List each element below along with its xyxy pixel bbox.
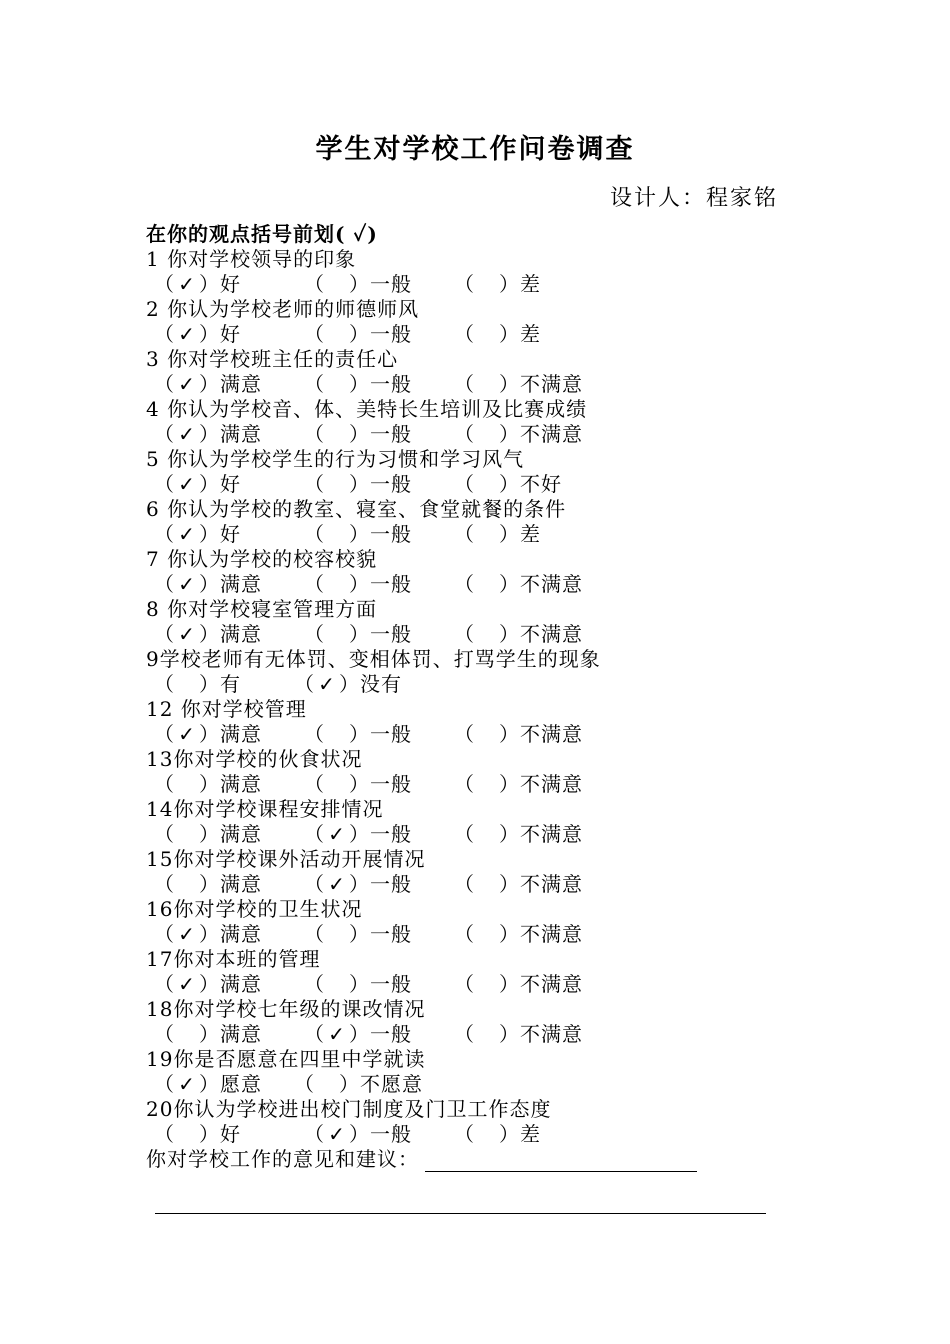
checkbox-open-paren: （ (454, 322, 475, 346)
checkbox-close-paren: ） (199, 1122, 220, 1146)
option-label: 不满意 (520, 1022, 583, 1046)
checkbox-open-paren: （ (154, 822, 175, 846)
answer-option[interactable] (304, 472, 412, 497)
checkbox-open-paren: （ (304, 622, 325, 646)
checkbox-open-paren: （ (304, 472, 325, 496)
option-label: 好 (220, 1122, 241, 1146)
checkbox-close-paren: ） (349, 272, 370, 296)
checkbox-open-paren: （ (454, 822, 475, 846)
answer-option[interactable] (454, 372, 583, 397)
answer-option[interactable] (304, 322, 412, 347)
answer-option[interactable] (304, 372, 412, 397)
checkbox-close-paren: ） (199, 772, 220, 796)
option-label: 好 (220, 322, 241, 346)
checkmark-icon[interactable]: ✓ (178, 422, 196, 446)
answer-option[interactable] (454, 272, 541, 297)
answer-options (146, 372, 806, 397)
option-label: 不满意 (520, 622, 583, 646)
answer-option[interactable] (154, 622, 262, 647)
option-label: 满意 (220, 572, 262, 596)
checkbox-open-paren: （ (154, 622, 175, 646)
checkbox-open-paren: （ (454, 622, 475, 646)
answer-options (146, 1122, 806, 1147)
checkbox-open-paren: （ (304, 872, 325, 896)
checkbox-close-paren: ） (349, 372, 370, 396)
option-label: 不好 (520, 472, 562, 496)
option-label: 差 (520, 522, 541, 546)
checkbox-close-paren: ） (349, 872, 370, 896)
checkbox-close-paren: ） (499, 1122, 520, 1146)
checkbox-close-paren: ） (499, 1022, 520, 1046)
answer-option[interactable] (154, 572, 262, 597)
option-label: 一般 (370, 822, 412, 846)
answer-option[interactable] (304, 722, 412, 747)
checkbox-close-paren: ） (199, 372, 220, 396)
answer-option[interactable] (454, 1122, 541, 1147)
checkbox-open-paren: （ (454, 1022, 475, 1046)
option-label: 一般 (370, 622, 412, 646)
checkbox-close-paren: ） (499, 322, 520, 346)
question-text: 5 你认为学校学生的行为习惯和学习风气 (146, 447, 525, 471)
checkbox-close-paren: ） (199, 822, 220, 846)
checkbox-open-paren: （ (454, 1122, 475, 1146)
checkbox-close-paren: ） (199, 422, 220, 446)
option-label: 不满意 (520, 772, 583, 796)
checkbox-close-paren: ） (199, 1022, 220, 1046)
checkbox-open-paren: （ (294, 1072, 315, 1096)
checkbox-close-paren: ） (499, 872, 520, 896)
answer-option[interactable] (454, 1022, 583, 1047)
checkbox-close-paren: ） (499, 622, 520, 646)
answer-option[interactable] (304, 872, 412, 897)
question-text: 20你认为学校进出校门制度及门卫工作态度 (146, 1097, 552, 1121)
checkbox-open-paren: （ (454, 272, 475, 296)
checkbox-open-paren: （ (304, 522, 325, 546)
checkmark-icon[interactable]: ✓ (178, 272, 196, 296)
option-label: 一般 (370, 272, 412, 296)
checkbox-open-paren: （ (154, 1022, 175, 1046)
option-label: 一般 (370, 422, 412, 446)
checkmark-icon[interactable]: ✓ (178, 1072, 196, 1096)
checkmark-icon[interactable]: ✓ (328, 1122, 346, 1146)
answer-options (146, 1072, 806, 1097)
checkmark-icon[interactable]: ✓ (178, 972, 196, 996)
answer-options (146, 622, 806, 647)
option-label: 好 (220, 272, 241, 296)
answer-options (146, 572, 806, 597)
answer-option[interactable] (454, 522, 541, 547)
checkbox-close-paren: ） (349, 572, 370, 596)
answer-option[interactable] (454, 722, 583, 747)
answer-option[interactable] (294, 672, 402, 697)
checkbox-close-paren: ） (499, 372, 520, 396)
answer-options (146, 322, 806, 347)
answer-options (146, 1022, 806, 1047)
checkbox-close-paren: ） (199, 872, 220, 896)
answer-option[interactable] (154, 1022, 262, 1047)
question-text: 1 你对学校领导的印象 (146, 247, 357, 271)
option-label: 愿意 (220, 1072, 262, 1096)
option-label: 一般 (370, 922, 412, 946)
checkbox-open-paren: （ (454, 772, 475, 796)
question-text: 7 你认为学校的校容校貌 (146, 547, 378, 571)
question-text: 6 你认为学校的教室、寝室、食堂就餐的条件 (146, 497, 567, 521)
option-label: 好 (220, 472, 241, 496)
checkbox-close-paren: ） (199, 272, 220, 296)
answer-option[interactable] (154, 672, 241, 697)
answer-option[interactable] (304, 922, 412, 947)
answer-option[interactable] (304, 422, 412, 447)
checkmark-icon[interactable]: ✓ (178, 572, 196, 596)
checkbox-close-paren: ） (349, 922, 370, 946)
question-text: 17你对本班的管理 (146, 947, 321, 971)
checkbox-open-paren: （ (154, 422, 175, 446)
option-label: 一般 (370, 1022, 412, 1046)
checkbox-close-paren: ） (349, 772, 370, 796)
answer-option[interactable] (454, 772, 583, 797)
answer-option[interactable] (154, 922, 262, 947)
checkbox-close-paren: ） (349, 322, 370, 346)
answer-option[interactable] (154, 1122, 241, 1147)
answer-options (146, 722, 806, 747)
designer-credit: 设计人：程家铭 (609, 186, 778, 211)
answer-option[interactable] (304, 272, 412, 297)
checkmark-icon[interactable]: ✓ (178, 722, 196, 746)
option-label: 一般 (370, 972, 412, 996)
checkbox-close-paren: ） (199, 1072, 220, 1096)
checkbox-close-paren: ） (349, 472, 370, 496)
question-text: 3 你对学校班主任的责任心 (146, 347, 399, 371)
answer-option[interactable] (304, 572, 412, 597)
answer-option[interactable] (154, 372, 262, 397)
checkbox-open-paren: （ (154, 522, 175, 546)
checkbox-open-paren: （ (154, 922, 175, 946)
checkmark-icon[interactable]: ✓ (328, 1022, 346, 1046)
checkbox-close-paren: ） (499, 722, 520, 746)
checkbox-open-paren: （ (454, 972, 475, 996)
checkbox-close-paren: ） (499, 922, 520, 946)
checkbox-open-paren: （ (304, 372, 325, 396)
question-text: 13你对学校的伙食状况 (146, 747, 363, 771)
answer-options (146, 772, 806, 797)
answer-option[interactable] (454, 422, 583, 447)
question-text: 12 你对学校管理 (146, 697, 307, 721)
checkbox-open-paren: （ (154, 872, 175, 896)
answer-options (146, 972, 806, 997)
checkbox-open-paren: （ (454, 372, 475, 396)
option-label: 不满意 (520, 572, 583, 596)
checkbox-open-paren: （ (304, 572, 325, 596)
question-text: 19你是否愿意在四里中学就读 (146, 1047, 426, 1071)
checkbox-close-paren: ） (199, 572, 220, 596)
option-label: 好 (220, 522, 241, 546)
answer-option[interactable] (454, 872, 583, 897)
checkbox-close-paren: ） (349, 722, 370, 746)
option-label: 满意 (220, 622, 262, 646)
option-label: 没有 (360, 672, 402, 696)
option-label: 满意 (220, 972, 262, 996)
checkmark-icon[interactable]: ✓ (178, 922, 196, 946)
option-label: 一般 (370, 1122, 412, 1146)
checkbox-open-paren: （ (154, 322, 175, 346)
checkbox-close-paren: ） (499, 572, 520, 596)
option-label: 一般 (370, 772, 412, 796)
checkbox-open-paren: （ (454, 872, 475, 896)
checkmark-icon[interactable]: ✓ (178, 522, 196, 546)
answer-options (146, 272, 806, 297)
checkbox-open-paren: （ (154, 1122, 175, 1146)
answer-option[interactable] (304, 822, 412, 847)
checkbox-open-paren: （ (304, 822, 325, 846)
option-label: 一般 (370, 572, 412, 596)
option-label: 一般 (370, 472, 412, 496)
answer-option[interactable] (154, 1072, 262, 1097)
answer-option[interactable] (454, 922, 583, 947)
checkmark-icon[interactable]: ✓ (328, 872, 346, 896)
option-label: 满意 (220, 422, 262, 446)
checkbox-open-paren: （ (304, 1022, 325, 1046)
answer-option[interactable] (154, 322, 241, 347)
checkbox-open-paren: （ (154, 472, 175, 496)
option-label: 满意 (220, 372, 262, 396)
survey-body (146, 222, 806, 1172)
survey-title: 学生对学校工作问卷调查 (315, 134, 635, 165)
checkmark-icon[interactable]: ✓ (178, 372, 196, 396)
checkbox-close-paren: ） (339, 672, 360, 696)
option-label: 不满意 (520, 872, 583, 896)
answer-options (146, 822, 806, 847)
checkbox-open-paren: （ (154, 1072, 175, 1096)
option-label: 一般 (370, 722, 412, 746)
checkbox-close-paren: ） (499, 422, 520, 446)
option-label: 不满意 (520, 372, 583, 396)
suggestion-row (146, 1147, 806, 1172)
option-label: 一般 (370, 872, 412, 896)
checkbox-open-paren: （ (154, 672, 175, 696)
checkbox-close-paren: ） (199, 922, 220, 946)
question-text: 15你对学校课外活动开展情况 (146, 847, 426, 871)
option-label: 差 (520, 272, 541, 296)
answer-option[interactable] (304, 522, 412, 547)
question-text: 16你对学校的卫生状况 (146, 897, 363, 921)
answer-option[interactable] (304, 1022, 412, 1047)
checkbox-open-paren: （ (304, 722, 325, 746)
checkbox-open-paren: （ (454, 522, 475, 546)
question-text: 14你对学校课程安排情况 (146, 797, 384, 821)
answer-options (146, 472, 806, 497)
question-text: 8 你对学校寝室管理方面 (146, 597, 378, 621)
checkbox-open-paren: （ (154, 572, 175, 596)
checkbox-open-paren: （ (454, 722, 475, 746)
checkbox-open-paren: （ (154, 772, 175, 796)
answer-option[interactable] (304, 772, 412, 797)
option-label: 满意 (220, 822, 262, 846)
checkmark-icon[interactable]: ✓ (178, 322, 196, 346)
checkbox-close-paren: ） (199, 522, 220, 546)
suggestion-label: 你对学校工作的意见和建议： (146, 1147, 419, 1171)
checkbox-open-paren: （ (304, 1122, 325, 1146)
answer-option[interactable] (154, 272, 241, 297)
checkmark-icon[interactable]: ✓ (318, 672, 336, 696)
checkbox-close-paren: ） (199, 722, 220, 746)
checkbox-open-paren: （ (454, 422, 475, 446)
checkbox-open-paren: （ (454, 472, 475, 496)
option-label: 一般 (370, 322, 412, 346)
option-label: 不满意 (520, 972, 583, 996)
answer-option[interactable] (454, 822, 583, 847)
answer-option[interactable] (454, 572, 583, 597)
answer-options (146, 422, 806, 447)
question-text: 2 你认为学校老师的师德师风 (146, 297, 420, 321)
checkbox-open-paren: （ (454, 922, 475, 946)
answer-option[interactable] (154, 422, 262, 447)
checkbox-open-paren: （ (154, 372, 175, 396)
answer-option[interactable] (454, 472, 562, 497)
answer-option[interactable] (154, 972, 262, 997)
answer-option[interactable] (454, 322, 541, 347)
answer-option[interactable] (154, 722, 262, 747)
checkbox-open-paren: （ (304, 422, 325, 446)
option-label: 有 (220, 672, 241, 696)
option-label: 一般 (370, 522, 412, 546)
option-label: 一般 (370, 372, 412, 396)
option-label: 满意 (220, 922, 262, 946)
suggestion-input-line[interactable] (425, 1151, 697, 1172)
checkbox-open-paren: （ (154, 722, 175, 746)
checkbox-close-paren: ） (499, 822, 520, 846)
option-label: 不满意 (520, 822, 583, 846)
question-text: 4 你认为学校音、体、美特长生培训及比赛成绩 (146, 397, 588, 421)
answer-option[interactable] (154, 472, 241, 497)
answer-options (146, 672, 806, 697)
question-list (146, 247, 806, 1147)
option-label: 不满意 (520, 722, 583, 746)
instruction-text: 在你的观点括号前划( ✓) (146, 222, 378, 246)
checkbox-open-paren: （ (154, 272, 175, 296)
checkbox-close-paren: ） (349, 1022, 370, 1046)
question-text: 9学校老师有无体罚、变相体罚、打骂学生的现象 (146, 647, 601, 671)
checkbox-close-paren: ） (499, 972, 520, 996)
answer-option[interactable] (304, 1122, 412, 1147)
checkbox-open-paren: （ (154, 972, 175, 996)
checkbox-close-paren: ） (349, 422, 370, 446)
checkbox-open-paren: （ (454, 572, 475, 596)
option-label: 满意 (220, 872, 262, 896)
answer-option[interactable] (304, 972, 412, 997)
answer-option[interactable] (454, 622, 583, 647)
checkbox-close-paren: ） (499, 522, 520, 546)
checkbox-close-paren: ） (499, 472, 520, 496)
option-label: 差 (520, 1122, 541, 1146)
checkbox-open-paren: （ (304, 272, 325, 296)
option-label: 差 (520, 322, 541, 346)
checkbox-close-paren: ） (199, 472, 220, 496)
suggestion-extra-line[interactable] (155, 1213, 766, 1214)
option-label: 不满意 (520, 922, 583, 946)
checkbox-close-paren: ） (199, 622, 220, 646)
checkbox-close-paren: ） (339, 1072, 360, 1096)
option-label: 满意 (220, 1022, 262, 1046)
answer-options (146, 922, 806, 947)
checkbox-close-paren: ） (499, 272, 520, 296)
checkbox-close-paren: ） (199, 672, 220, 696)
checkbox-close-paren: ） (349, 622, 370, 646)
answer-option[interactable] (154, 522, 241, 547)
answer-option[interactable] (294, 1072, 423, 1097)
checkbox-open-paren: （ (294, 672, 315, 696)
checkbox-close-paren: ） (199, 972, 220, 996)
checkbox-close-paren: ） (349, 1122, 370, 1146)
checkbox-open-paren: （ (304, 972, 325, 996)
answer-option[interactable] (154, 772, 262, 797)
checkbox-close-paren: ） (349, 522, 370, 546)
checkmark-icon[interactable]: ✓ (178, 472, 196, 496)
answer-option[interactable] (154, 822, 262, 847)
checkbox-open-paren: （ (304, 772, 325, 796)
option-label: 满意 (220, 772, 262, 796)
question-text: 18你对学校七年级的课改情况 (146, 997, 426, 1021)
checkbox-close-paren: ） (199, 322, 220, 346)
answer-options (146, 522, 806, 547)
checkbox-open-paren: （ (304, 322, 325, 346)
answer-option[interactable] (454, 972, 583, 997)
checkbox-open-paren: （ (304, 922, 325, 946)
answer-options (146, 872, 806, 897)
answer-option[interactable] (154, 872, 262, 897)
checkmark-icon[interactable]: ✓ (178, 622, 196, 646)
option-label: 满意 (220, 722, 262, 746)
checkbox-close-paren: ） (499, 772, 520, 796)
option-label: 不愿意 (360, 1072, 423, 1096)
checkbox-close-paren: ） (349, 822, 370, 846)
option-label: 不满意 (520, 422, 583, 446)
answer-option[interactable] (304, 622, 412, 647)
checkmark-icon[interactable]: ✓ (328, 822, 346, 846)
checkbox-close-paren: ） (349, 972, 370, 996)
